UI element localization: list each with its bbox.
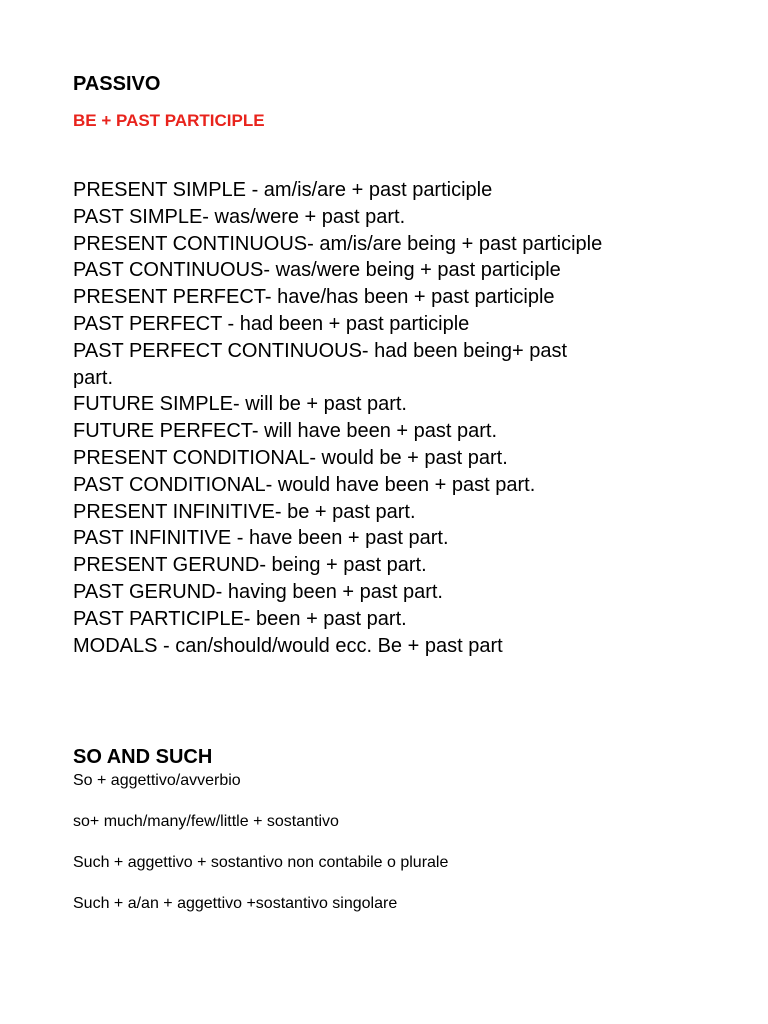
rule-line: Such + a/an + aggettivo +sostantivo singolare	[73, 895, 398, 912]
tense-line: PRESENT PERFECT- have/has been + past participle	[73, 286, 555, 309]
tense-line: part.	[73, 366, 114, 389]
rule-line: Such + aggettivo + sostantivo non contabile o plurale	[73, 854, 449, 871]
tense-line: PAST INFINITIVE - have been + past part.	[73, 527, 449, 550]
rule-line: So + aggettivo/avverbio	[73, 772, 241, 789]
so-such-rule-list	[73, 771, 753, 914]
passivo-section	[73, 70, 753, 659]
tense-line: PAST CONTINUOUS- was/were being + past participle	[73, 259, 561, 282]
tense-line: PAST GERUND- having been + past part.	[73, 580, 443, 603]
tense-line: PAST PARTICIPLE- been + past part.	[73, 607, 407, 630]
tense-line: PRESENT CONTINUOUS- am/is/are being + past participle	[73, 232, 603, 255]
tense-line: PAST PERFECT - had been + past participle	[73, 312, 470, 335]
passive-tense-list	[73, 177, 753, 659]
tense-line: PRESENT GERUND- being + past part.	[73, 554, 427, 577]
so-and-such-section	[73, 743, 753, 935]
tense-line: MODALS - can/should/would ecc. Be + past part	[73, 634, 503, 657]
tense-line: PRESENT INFINITIVE- be + past part.	[73, 500, 416, 523]
tense-line: PRESENT CONDITIONAL- would be + past part.	[73, 446, 508, 469]
tense-line: FUTURE SIMPLE- will be + past part.	[73, 393, 407, 416]
tense-line: PRESENT SIMPLE - am/is/are + past participle	[73, 179, 493, 201]
so-and-such-title: SO AND SUCH	[73, 746, 213, 768]
rule-line: so+ much/many/few/little + sostantivo	[73, 813, 339, 830]
passivo-subtitle: BE + PAST PARTICIPLE	[73, 111, 265, 130]
tense-line: FUTURE PERFECT- will have been + past part.	[73, 420, 498, 443]
tense-line: PAST SIMPLE- was/were + past part.	[73, 205, 406, 228]
tense-line: PAST CONDITIONAL- would have been + past part.	[73, 473, 536, 496]
tense-line: PAST PERFECT CONTINUOUS- had been being+ past	[73, 339, 568, 362]
passivo-title: PASSIVO	[73, 73, 161, 95]
